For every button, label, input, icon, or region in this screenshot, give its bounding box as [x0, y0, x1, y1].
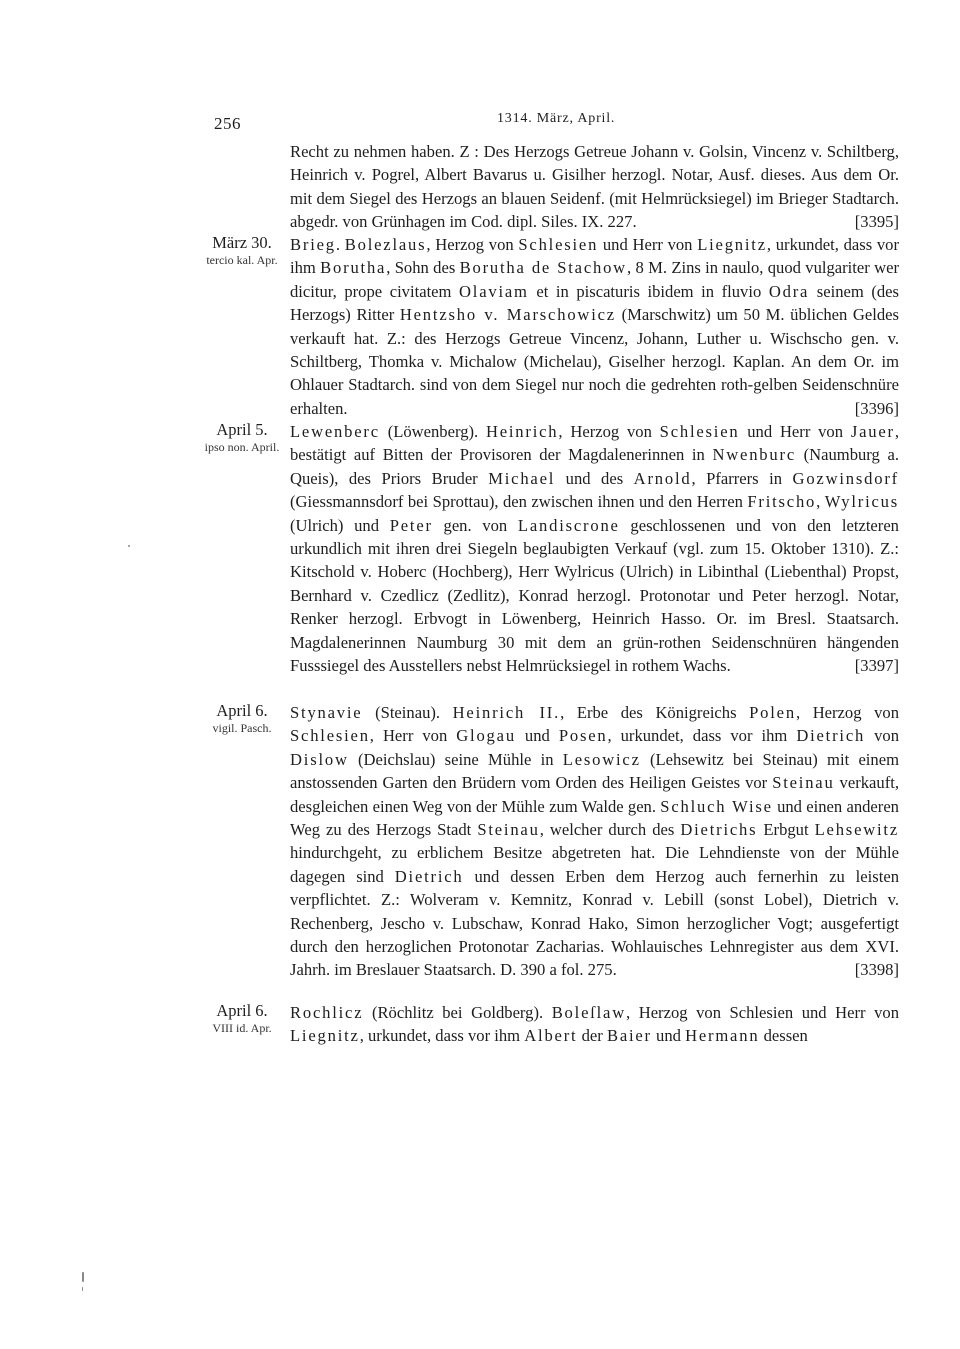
spaced-name: Schlesien: [290, 726, 370, 746]
text-run: seinem (des Herzogs) Ritter: [290, 281, 899, 325]
text-run: Erbgut: [757, 820, 815, 840]
spaced-name: Lesowicz: [562, 749, 641, 769]
spaced-name: Lehsewitz: [814, 820, 899, 840]
spaced-name: Boleſlaw: [551, 1003, 626, 1022]
margin-note: [196, 233, 288, 267]
spaced-name: Nwenburc: [712, 445, 796, 465]
spaced-name: Peter: [389, 515, 433, 535]
text-run: , Herzog von: [558, 422, 660, 441]
text-run: und einen anderen Weg zu des Herzogs Stadt: [290, 796, 899, 840]
spaced-name: Dislow: [290, 749, 349, 769]
text-run: , Erbe des Königreichs: [560, 703, 750, 722]
spaced-name: Liegnitz: [290, 1026, 360, 1046]
spaced-name: Arnold: [633, 468, 692, 488]
text-run: gen. von: [432, 515, 518, 535]
spaced-name: Hentzsho v. Marschowicz: [399, 305, 616, 325]
spaced-name: Schlesien: [518, 235, 599, 254]
text-run: (Steinau).: [362, 703, 453, 722]
text-run: , urkundet, dass vor ihm: [607, 726, 797, 746]
spaced-name: Odra: [768, 281, 810, 301]
text-run: , Herzog von Schlesien und Herr von: [626, 1003, 899, 1022]
entry-text: [290, 140, 899, 234]
spaced-name: Borutha de Stachow: [459, 258, 627, 278]
spaced-name: Steinau: [477, 820, 540, 840]
spaced-name: Schlesien: [659, 422, 740, 441]
spaced-name: Wylricus: [824, 492, 900, 512]
spaced-name: Borutha: [320, 258, 387, 278]
entry-text: [290, 1001, 899, 1048]
spaced-name: Glogau: [456, 726, 516, 746]
entry-text: [290, 233, 899, 420]
text-run: , Herzog von: [795, 703, 899, 722]
text-run: geschlossenen und von den letzteren urkundlich mit ihren drei Siegeln beglaubigten Verkauf (vgl. zum 15. Oktober 1310). Z.: Kitschold v. Hoberc (Hochberg), Herr Wylricus (Ulrich) in Libinthal (Liebenthal) Propst, Bernhard v. Czedlicz (Zedlitz), Konrad herzogl. Protonotar und Peter herzogl. Notar, Renker herzogl. Erbvogt in Löwenberg, Heinrich Hasso. Or. im Bresl. Staatsarch. Magdalenerinnen Naumburg 30 mit dem an grün-rothen Seidenschnüren hängenden Fusssiegel des Ausstellers nebst Helmrücksiegel in rothem Wachs.: [290, 515, 899, 676]
page-number: 256: [214, 114, 241, 133]
spaced-name: Gozwinsdorf: [792, 468, 899, 488]
entry-text: [290, 420, 899, 677]
text-run: (Deichslau) seine Mühle in: [348, 749, 563, 769]
reference-number: [3397]: [854, 656, 899, 676]
text-run: und Herr von: [739, 422, 851, 441]
text-run: und Herr von: [598, 235, 698, 254]
spaced-name: Rochlicz: [290, 1003, 364, 1022]
text-run: (Marschwitz) um 50 M. üblichen Geldes verkauft hat. Z.: des Herzogs Getreue Vincenz, Johann, Luther u. Wischscho gen. v. Schiltberg, Thomka v. Michalow (Michelau), Giselher herzogl. Kaplan. An dem Or. im Ohlauer Stadtarch. sind von dem Siegel nur noch die gedrehten roth-gelben Seidenschnüre erhalten.: [290, 305, 899, 418]
text-run: von: [865, 726, 899, 746]
spaced-name: Dietrich: [394, 866, 464, 886]
spaced-name: Jauer: [850, 422, 895, 441]
reference-number: [3398]: [854, 960, 899, 980]
text-run: dessen: [759, 1026, 808, 1046]
margin-feast-date: vigil. Pasch.: [212, 721, 272, 735]
spaced-name: Landiscrone: [517, 515, 620, 535]
text-run: , urkundet, dass vor ihm: [290, 235, 899, 278]
text-run: (Löwenberg).: [379, 422, 486, 441]
margin-note: [196, 420, 288, 454]
text-run: Recht zu nehmen haben. Z : Des Herzogs Getreue Johann v. Golsin, Vincenz v. Schiltberg, Heinrich v. Pogrel, Albert Bavarus u. Gisilher herzogl. Notar, Ausf. dieses. Aus dem Or. mit dem Siegel des Herzogs an blauen Seidenf. (mit Helmrücksiegel) im Brieger Stadtarch. abgedr. von Grünhagen im Cod. dipl. Siles. IX. 227.: [290, 142, 899, 232]
spaced-name: Albert: [524, 1026, 578, 1046]
text-run: (Lehsewitz bei Steinau) mit einem anstossenden Garten den Brüdern vom Orden des Heiligen Geistes vor: [290, 749, 899, 793]
margin-feast-date: ipso non. April.: [204, 440, 280, 454]
reference-number: [3396]: [854, 398, 899, 418]
margin-date: März 30.: [212, 233, 272, 252]
text-run: (Ulrich) und: [290, 515, 390, 535]
margin-note: [196, 701, 288, 735]
scan-speck: [82, 1272, 84, 1282]
spaced-name: Hermann: [685, 1026, 760, 1046]
spaced-name: Steinau: [772, 773, 835, 793]
spaced-name: Olaviam: [459, 281, 529, 301]
spaced-name: Stynavie: [290, 703, 363, 722]
spaced-name: Liegnitz: [697, 235, 767, 254]
text-run: und: [651, 1026, 686, 1046]
spaced-name: Fritscho: [747, 492, 817, 512]
spaced-name: Dietrich: [796, 726, 866, 746]
text-run: et in piscaturis ibidem in fluvio: [528, 281, 769, 301]
text-run: (Giessmannsdorf bei Sprottau), den zwischen ihnen und den Herren: [290, 492, 748, 512]
entry-text: [290, 701, 899, 982]
spaced-name: Baier: [606, 1026, 652, 1046]
text-run: , 8 M. Zins in naulo, quod vulgariter wer dicitur, prope civitatem: [290, 258, 899, 301]
spaced-name: Michael: [488, 468, 556, 488]
text-run: , welcher durch des: [539, 820, 681, 840]
text-run: , bestätigt auf Bitten der Provisoren der Magdalenerinnen in: [290, 422, 899, 465]
spaced-name: Brieg: [290, 235, 336, 254]
text-run: .: [335, 235, 345, 254]
spaced-name: Bolezlaus: [344, 235, 427, 254]
text-run: (Naumburg a. Queis), des Priors Bruder: [290, 445, 899, 488]
text-run: , Sohn des: [386, 258, 460, 278]
text-run: und: [515, 726, 559, 746]
margin-date: April 6.: [216, 701, 268, 720]
text-run: und des: [555, 468, 634, 488]
spaced-name: Heinrich II.: [452, 703, 561, 722]
text-run: , Herr von: [369, 726, 457, 746]
text-run: , Herzog von: [426, 235, 519, 254]
reference-number: [3395]: [854, 212, 899, 232]
running-head: 1314. März, April.: [497, 111, 616, 126]
spaced-name: Lewenberc: [290, 422, 380, 441]
margin-date: April 6.: [216, 1001, 268, 1020]
margin-feast-date: tercio kal. Apr.: [206, 253, 278, 267]
spaced-name: Heinrich: [485, 422, 559, 441]
text-run: ,: [816, 492, 825, 512]
text-run: hindurchgeht, zu erblichem Besitze abgetreten hat. Die Lehndienste von der Mühle dagegen sind: [290, 843, 899, 886]
text-run: (Röchlitz bei Goldberg).: [363, 1003, 552, 1022]
text-run: verkauft, desgleichen einen Weg von der Mühle zum Walde gen.: [290, 773, 899, 816]
spaced-name: Schluch Wise: [660, 796, 773, 816]
margin-date: April 5.: [216, 420, 268, 439]
text-run: der: [577, 1026, 607, 1046]
scan-speck: [82, 1287, 83, 1291]
text-run: und dessen Erben dem Herzog auch fernerhin zu leisten verpflichtet. Z.: Wolveram v. Kemnitz, Konrad v. Lebill (sonst Lobel), Dietrich v. Rechenberg, Jescho v. Lubschaw, Konrad Hako, Simon herzoglicher Vogt; ausgefertigt durch den herzoglichen Protonotar Zacharias. Wohlauisches Lehnregister aus dem XVI. Jahrh. im Breslauer Staatsarch. D. 390 a fol. 275.: [290, 866, 899, 980]
margin-feast-date: VIII id. Apr.: [212, 1021, 272, 1035]
scan-speck: [128, 545, 130, 547]
spaced-name: Posen: [558, 726, 608, 746]
text-run: , urkundet, dass vor ihm: [359, 1026, 525, 1046]
spaced-name: Dietrichs: [680, 820, 758, 840]
spaced-name: Polen: [749, 703, 796, 722]
margin-note: [196, 1001, 288, 1035]
text-run: , Pfarrers in: [691, 468, 793, 488]
